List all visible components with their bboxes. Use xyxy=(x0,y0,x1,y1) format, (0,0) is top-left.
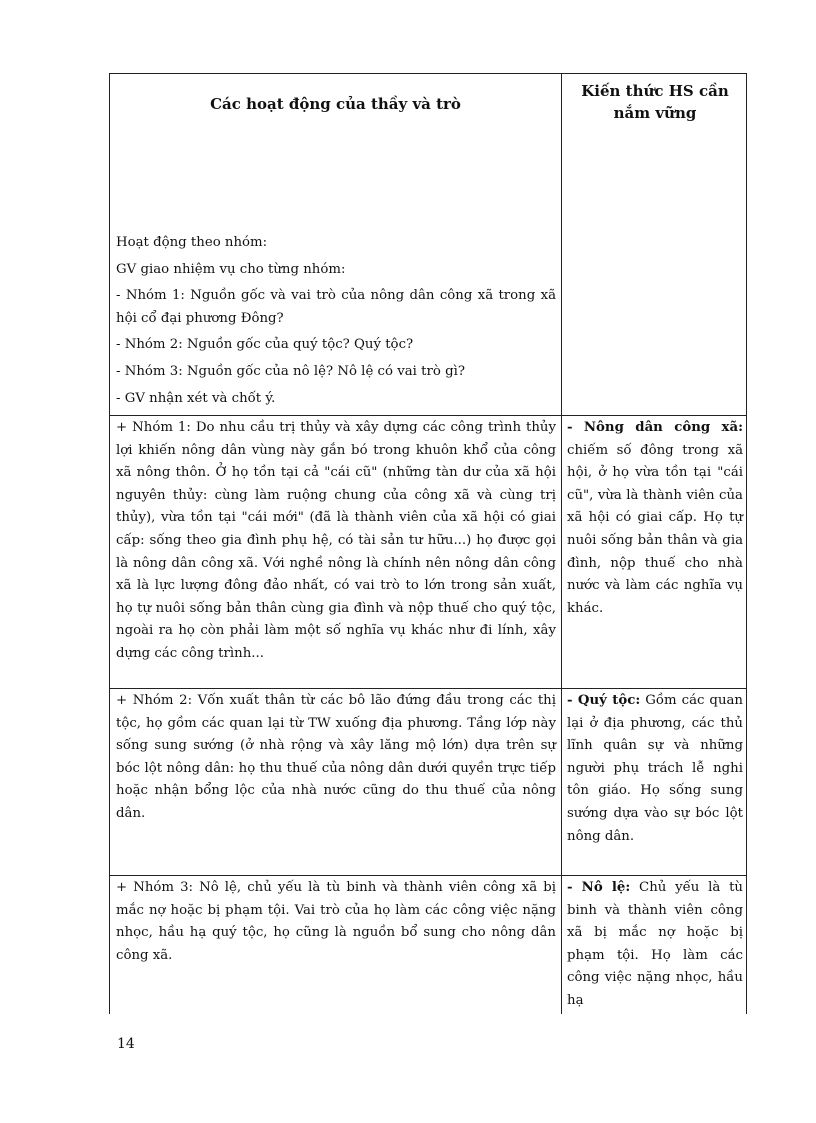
knowledge-text: Gồm các quan lại ở địa phương, các thủ lĩnh quân sự và những người phụ trách lễ nghi tôn giáo. Họ sống sung sướng dựa vào sự bóc lột nông dân. xyxy=(567,693,743,844)
lesson-table xyxy=(109,73,747,1014)
group3-knowledge xyxy=(567,877,743,1013)
group1-activity: + Nhóm 1: Do nhu cầu trị thủy và xây dựng các công trình thủy lợi khiến nông dân vùng này gắn bó trong khuôn khổ của công xã nông thôn. Ở họ tồn tại cả "cái cũ" (những tàn dư của xã hội nguyên thủy: cùng làm ruộng chung của công xã và cùng trị thủy), vừa tồn tại "cái mới" (đã là thành viên của xã hội có giai cấp: sống theo gia đình phụ hệ, có tài sản tư hữu...) họ được gọi là nông dân công xã. Với nghề nông là chính nên nông dân công xã là lực lượng đông đảo nhất, có vai trò to lớn trong sản xuất, họ tự nuôi sống bản thân cùng gia đình và nộp thuế cho quý tộc, ngoài ra họ còn phải làm một số nghĩa vụ khác như đi lính, xây dựng các công trình... xyxy=(116,420,556,661)
task-line: - Nhóm 1: Nguồn gốc và vai trò của nông dân công xã trong xã hội cổ đại phương Đông? xyxy=(116,288,556,326)
column-divider xyxy=(561,74,562,1014)
knowledge-text: chiếm số đông trong xã hội, ở họ vừa tồn tại "cái cũ", vừa là thành viên của xã hội có giai cấp. Họ tự nuôi sống bản thân và gia đình, nộp thuế cho nhà nước và làm các nghĩa vụ khác. xyxy=(567,442,743,616)
task-line: - Nhóm 3: Nguồn gốc của nô lệ? Nô lệ có vai trò gì? xyxy=(116,363,465,379)
group3-activity: + Nhóm 3: Nô lệ, chủ yếu là tù binh và thành viên công xã bị mắc nợ hoặc bị phạm tội. Vai trò của họ làm các công việc nặng nhọc, hầu hạ quý tộc, họ cũng là nguồn bổ sung cho nông dân công xã. xyxy=(116,880,556,963)
knowledge-text: Chủ yếu là tù binh và thành viên công xã bị mắc nợ hoặc bị phạm tội. Họ làm các công việc nặng nhọc, hầu hạ xyxy=(567,880,743,1008)
task-assignment xyxy=(116,232,556,414)
row-divider xyxy=(110,875,746,876)
row-divider xyxy=(110,688,746,689)
task-line: GV giao nhiệm vụ cho từng nhóm: xyxy=(116,261,346,277)
task-line: - Nhóm 2: Nguồn gốc của quý tộc? Quý tộc? xyxy=(116,337,414,353)
task-line: Hoạt động theo nhóm: xyxy=(116,235,268,250)
knowledge-term: - Quý tộc: xyxy=(567,693,641,708)
group1-knowledge xyxy=(567,417,743,620)
knowledge-term: - Nông dân công xã: xyxy=(567,420,743,435)
knowledge-term: - Nô lệ: xyxy=(567,880,631,895)
header-knowledge: Kiến thức HS cần nắm vững xyxy=(581,82,729,122)
header-activities: Các hoạt động của thầy và trò xyxy=(210,95,461,113)
page-number: 14 xyxy=(117,1036,135,1052)
task-line: - GV nhận xét và chốt ý. xyxy=(116,390,276,406)
row-divider xyxy=(110,415,746,416)
group2-knowledge xyxy=(567,690,743,848)
group2-activity: + Nhóm 2: Vốn xuất thân từ các bô lão đứng đầu trong các thị tộc, họ gồm các quan lại từ TW xuống địa phương. Tầng lớp này sống sung sướng (ở nhà rộng và xây lăng mộ lớn) dựa trên sự bóc lột nông dân: họ thu thuế của nông dân dưới quyền trực tiếp hoặc nhận bổng lộc của nhà nước cũng do thu thuế của nông dân. xyxy=(116,693,556,821)
